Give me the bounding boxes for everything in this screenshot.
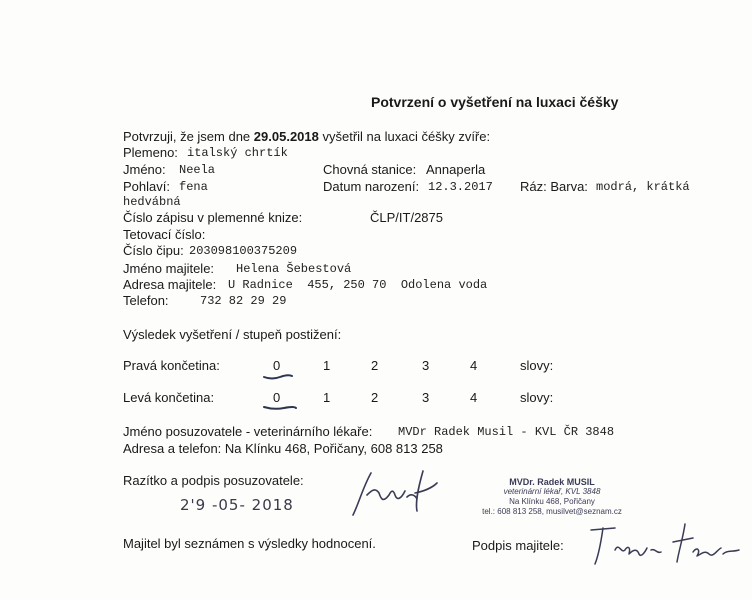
- majitel-value: Helena Šebestová: [236, 262, 352, 276]
- telefon-label: Telefon:: [123, 293, 169, 308]
- vet-address: Adresa a telefon: Na Klínku 468, Pořičany, 608 813 258: [123, 441, 443, 456]
- stamp-line-4: tel.: 608 813 258, musilvet@seznam.cz: [482, 507, 622, 516]
- podpis-majitele-label: Podpis majitele:: [472, 538, 564, 553]
- vet-signature: [345, 465, 440, 520]
- right-grade-4: 4: [470, 358, 478, 373]
- intro-suffix: vyšetřil na luxaci čéšky zvíře:: [322, 129, 491, 144]
- stamp-line-2: veterinární lékař, KVL 3848: [503, 487, 601, 496]
- right-limb-label: Pravá končetina:: [123, 358, 220, 373]
- right-grade-0: 0: [273, 358, 281, 373]
- right-grade-1: 1: [323, 358, 331, 373]
- barva-value-cont: hedvábná: [123, 195, 181, 209]
- left-grade-2: 2: [371, 390, 379, 405]
- cip-value: 203098100375209: [189, 244, 298, 258]
- tetovaci-label: Tetovací číslo:: [123, 227, 206, 242]
- left-grade-4: 4: [470, 390, 478, 405]
- left-grade-1: 1: [323, 390, 331, 405]
- plemeno-label: Plemeno:: [123, 145, 178, 160]
- posuzovatel-value: MVDr Radek Musil - KVL ČR 3848: [398, 425, 615, 439]
- pohlavi-value: fena: [179, 180, 208, 194]
- right-grade-3: 3: [422, 358, 430, 373]
- left-slovy: slovy:: [520, 390, 554, 405]
- right-slovy: slovy:: [520, 358, 554, 373]
- left-limb-label: Levá končetina:: [123, 390, 215, 405]
- posuzovatel-label: Jméno posuzovatele - veterinárního lékaře:: [123, 424, 373, 439]
- stamp-line-3: Na Klínku 468, Pořičany: [509, 497, 595, 506]
- intro-prefix: Potvrzuji, že jsem dne: [123, 129, 251, 144]
- pohlavi-label: Pohlaví:: [123, 179, 170, 194]
- majitel-note: Majitel byl seznámen s výsledky hodnocení.: [123, 536, 376, 551]
- narozeni-label: Datum narození:: [323, 179, 420, 194]
- zapis-label: Číslo zápisu v plemenné knize:: [123, 210, 303, 225]
- raz-barva-label: Ráz: Barva:: [520, 179, 588, 194]
- exam-date: 29.05.2018: [253, 129, 319, 144]
- vet-stamp: [462, 477, 642, 517]
- left-grade-3: 3: [422, 390, 430, 405]
- plemeno-value: italský chrtík: [187, 146, 288, 160]
- right-grade-0-underline: [262, 372, 294, 382]
- adresa-value: U Radnice 455, 250 70 Odolena voda: [228, 278, 488, 292]
- jmeno-value: Neela: [179, 163, 216, 177]
- chovna-label: Chovná stanice:: [323, 162, 417, 177]
- zapis-value: ČLP/IT/2875: [370, 210, 443, 225]
- owner-signature: [585, 520, 745, 570]
- barva-value: modrá, krátká: [596, 180, 690, 194]
- telefon-value: 732 82 29 29: [200, 294, 287, 308]
- right-grade-2: 2: [371, 358, 379, 373]
- intro-line: [123, 129, 490, 144]
- document-title: Potvrzení o vyšetření na luxaci čéšky: [371, 94, 619, 110]
- adresa-label: Adresa majitele:: [123, 277, 217, 292]
- narozeni-value: 12.3.2017: [428, 180, 493, 194]
- razitko-label: Razítko a podpis posuzovatele:: [123, 473, 304, 488]
- result-heading: Výsledek vyšetření / stupeň postižení:: [123, 327, 342, 342]
- handwritten-date: 2'9 -05- 2018: [180, 496, 294, 514]
- left-grade-0-underline: [262, 403, 298, 413]
- cip-label: Číslo čipu:: [123, 243, 184, 258]
- left-grade-0: 0: [273, 390, 281, 405]
- majitel-label: Jméno majitele:: [123, 261, 215, 276]
- stamp-line-1: MVDr. Radek MUSIL: [509, 477, 595, 487]
- jmeno-label: Jméno:: [123, 162, 166, 177]
- chovna-value: Annaperla: [426, 162, 486, 177]
